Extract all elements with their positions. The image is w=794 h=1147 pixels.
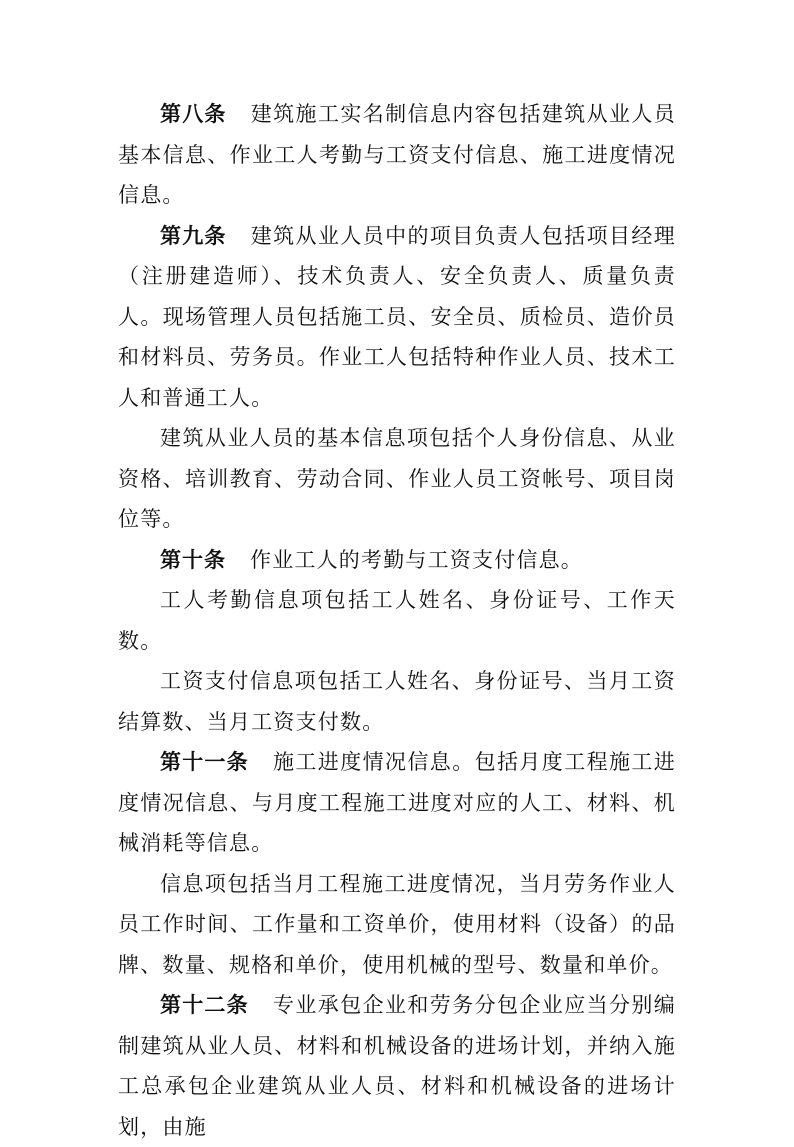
paragraph-text: 建筑从业人员中的项目负责人包括项目经理（注册建造师）、技术负责人、安全负责人、质量负责人。现场管理人员包括施工员、安全员、质检员、造价员和材料员、劳务员。作业工人包括特种作业人员、技术工人和普通工人。 — [118, 223, 676, 410]
paragraph-text: 信息项包括当月工程施工进度情况，当月劳务作业人员工作时间、工作量和工资单价，使用材料（设备）的品牌、数量、规格和单价，使用机械的型号、数量和单价。 — [118, 871, 676, 977]
paragraph-article-11 — [118, 742, 676, 864]
document-page — [118, 94, 676, 1147]
article-heading: 第九条 — [160, 223, 227, 248]
paragraph-text: 工资支付信息项包括工人姓名、身份证号、当月工资结算数、当月工资支付数。 — [118, 669, 676, 734]
article-heading: 第十一条 — [160, 750, 249, 774]
paragraph-progress-items — [118, 864, 676, 986]
paragraph-basic-info — [118, 418, 676, 540]
paragraph-text: 建筑施工实名制信息内容包括建筑从业人员基本信息、作业工人考勤与工资支付信息、施工进度情况信息。 — [118, 102, 676, 207]
paragraph-attendance-info — [118, 580, 676, 661]
article-heading: 第十条 — [160, 547, 226, 572]
paragraph-text: 专业承包企业和劳务分包企业应当分别编制建筑从业人员、材料和机械设备的进场计划，并纳入施工总承包企业建筑从业人员、材料和机械设备的进场计划，由施 — [118, 993, 677, 1139]
article-heading: 第十二条 — [160, 993, 249, 1017]
paragraph-text: 施工进度情况信息。包括月度工程施工进度情况信息、与月度工程施工进度对应的人工、材料、机械消耗等信息。 — [118, 750, 677, 855]
paragraph-wage-info — [118, 661, 676, 742]
paragraph-article-10 — [118, 540, 676, 581]
article-heading: 第八条 — [160, 102, 227, 126]
paragraph-text: 建筑从业人员的基本信息项包括个人身份信息、从业资格、培训教育、劳动合同、作业人员工资帐号、项目岗位等。 — [118, 426, 676, 531]
paragraph-text: 作业工人的考勤与工资支付信息。 — [250, 547, 583, 572]
paragraph-text: 工人考勤信息项包括工人姓名、身份证号、工作天数。 — [118, 588, 676, 653]
paragraph-article-8 — [118, 94, 676, 216]
paragraph-article-9 — [118, 216, 676, 419]
